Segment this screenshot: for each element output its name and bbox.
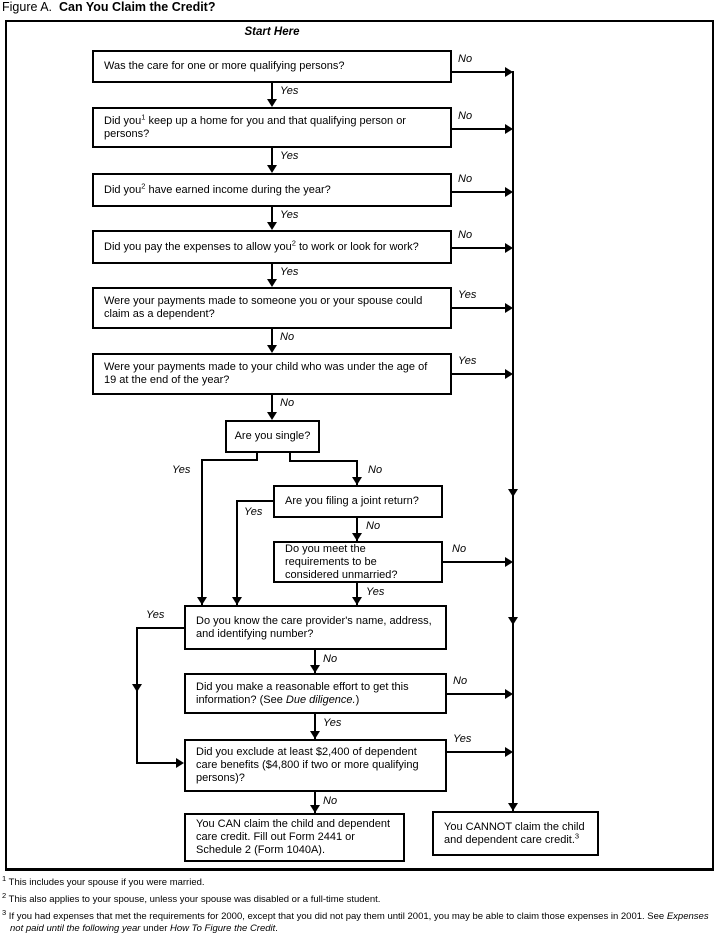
branch-label-no: No <box>458 110 473 122</box>
result-can-box <box>184 813 405 862</box>
arrowhead-down <box>352 597 362 605</box>
flow-line <box>236 500 238 605</box>
result-cannot-text-main: You CANNOT claim the child and dependent care credit. <box>444 820 585 846</box>
arrowhead-down <box>310 665 320 673</box>
start-here-label: Start Here <box>244 26 300 38</box>
q3-text <box>104 180 331 197</box>
flow-line <box>201 459 203 605</box>
q4-text-post: to work or look for work? <box>295 240 419 253</box>
branch-label-yes: Yes <box>453 733 472 745</box>
footnote-3-italic2: How To Figure the Credit <box>170 923 276 934</box>
footnote-3-italic1: Expenses not paid until the following year <box>10 911 709 934</box>
arrowhead-down <box>310 731 320 739</box>
q8-text: Are you filing a joint return? <box>285 495 419 507</box>
q4-box <box>92 230 452 264</box>
flow-line <box>136 627 186 629</box>
branch-label-yes: Yes <box>172 464 191 476</box>
arrowhead-down <box>508 617 518 625</box>
flow-line <box>271 395 273 413</box>
arrowhead-down <box>267 279 277 287</box>
branch-label-yes: Yes <box>280 209 299 221</box>
branch-label-no: No <box>452 543 467 555</box>
arrowhead-down <box>508 489 518 497</box>
q9-text: Do you meet the requirements to be considered unmarried? <box>285 542 398 581</box>
q3-text-pre: Did you <box>104 183 142 196</box>
q3-footnote-ref: 2 <box>141 180 146 190</box>
figure-title <box>2 0 216 14</box>
arrowhead-down <box>310 805 320 813</box>
flow-line <box>271 264 273 280</box>
footnote-3-marker: 3 <box>2 907 7 917</box>
footnote-3-text <box>6 911 708 934</box>
footnote-1 <box>2 873 716 889</box>
flow-line <box>447 751 505 753</box>
footnote-3 <box>2 907 716 935</box>
flow-line <box>271 83 273 100</box>
branch-label-yes: Yes <box>280 85 299 97</box>
q2-text-pre: Did you <box>104 114 142 127</box>
arrowhead-down <box>197 597 207 605</box>
cannot-flow-line <box>512 71 514 811</box>
q4-footnote-ref: 2 <box>291 237 296 247</box>
q2-text <box>104 111 440 141</box>
flow-line <box>452 71 505 73</box>
result-cannot-text <box>444 821 587 847</box>
flow-line <box>136 627 138 764</box>
q5-box <box>92 287 452 329</box>
branch-label-no: No <box>458 173 473 185</box>
footnote-3-part3: . <box>275 923 278 934</box>
footnote-3-part1: If you had expenses that met the requirements for 2000, except that you did not pay them until 2001, you may be able to claim those expenses in 2001. See <box>6 911 667 922</box>
q11-box <box>184 673 447 714</box>
branch-label-no: No <box>368 464 383 476</box>
q4-text-pre: Did you pay the expenses to allow you <box>104 240 292 253</box>
q8-box <box>273 485 443 518</box>
arrowhead-down <box>352 477 362 485</box>
arrowhead-down <box>232 597 242 605</box>
q11-text-italic: Due diligence. <box>285 693 356 706</box>
flow-line <box>236 500 275 502</box>
q11-text <box>196 681 435 707</box>
branch-label-no: No <box>366 520 381 532</box>
branch-label-no: No <box>323 795 338 807</box>
flow-line <box>271 207 273 223</box>
branch-label-no: No <box>458 53 473 65</box>
arrowhead-down <box>267 99 277 107</box>
q2-footnote-ref: 1 <box>141 111 146 121</box>
q6-text: Were your payments made to your child who was under the age of 19 at the end of the year? <box>104 361 428 386</box>
branch-label-yes: Yes <box>244 506 263 518</box>
arrowhead-down <box>352 533 362 541</box>
flow-line <box>452 373 505 375</box>
flow-line <box>447 693 505 695</box>
q7-box <box>225 420 320 453</box>
branch-label-no: No <box>323 653 338 665</box>
arrowhead-down <box>132 684 142 692</box>
branch-label-yes: Yes <box>323 717 342 729</box>
branch-label-no: No <box>280 397 295 409</box>
branch-label-yes: Yes <box>366 586 385 598</box>
arrowhead-down <box>267 165 277 173</box>
q6-box <box>92 353 452 395</box>
q10-text: Do you know the care provider's name, address, and identifying number? <box>196 614 432 640</box>
arrowhead-right <box>176 758 184 768</box>
q3-text-post: have earned income during the year? <box>145 183 331 196</box>
branch-label-yes: Yes <box>280 266 299 278</box>
flow-line <box>136 762 176 764</box>
arrowhead-down <box>267 412 277 420</box>
flow-line <box>452 247 505 249</box>
q2-text-post: keep up a home for you and that qualifying person or persons? <box>104 114 406 140</box>
q12-text: Did you exclude at least $2,400 of dependent care benefits ($4,800 if two or more qualifying persons)? <box>196 746 419 784</box>
branch-label-yes: Yes <box>458 355 477 367</box>
branch-label-yes: Yes <box>146 609 165 621</box>
q11-text-pre: Did you make a reasonable effort to get this information? (See <box>196 680 409 706</box>
q2-box <box>92 107 452 148</box>
q12-box <box>184 739 447 792</box>
flow-line <box>271 148 273 166</box>
flow-line <box>452 307 505 309</box>
result-cannot-footnote-ref: 3 <box>574 830 580 840</box>
figure-label: Figure A. <box>2 0 53 14</box>
flow-line <box>452 128 505 130</box>
footnote-1-text: This includes your spouse if you were married. <box>6 877 205 888</box>
arrowhead-down <box>267 345 277 353</box>
footnote-1-marker: 1 <box>2 873 7 883</box>
q5-text: Were your payments made to someone you or your spouse could claim as a dependent? <box>104 295 423 320</box>
q11-text-post: ) <box>355 693 360 706</box>
q7-text: Are you single? <box>234 430 311 442</box>
footnote-3-part2: under <box>140 923 171 934</box>
q4-text <box>104 237 419 254</box>
footnote-2-text: This also applies to your spouse, unless your spouse was disabled or a full-time student. <box>6 894 381 905</box>
result-cannot-box <box>432 811 599 856</box>
q9-box <box>273 541 443 583</box>
flow-line <box>443 561 505 563</box>
flow-line <box>452 191 505 193</box>
q1-box <box>92 50 452 83</box>
footnote-2-marker: 2 <box>2 890 7 900</box>
figure-heading: Can You Claim the Credit? <box>58 0 216 14</box>
flow-line <box>201 459 258 461</box>
q10-box <box>184 605 447 650</box>
footnote-2 <box>2 890 716 906</box>
q1-text: Was the care for one or more qualifying persons? <box>104 60 345 72</box>
flow-line <box>289 460 358 462</box>
branch-label-yes: Yes <box>280 150 299 162</box>
branch-label-no: No <box>458 229 473 241</box>
arrowhead-down <box>508 803 518 811</box>
flow-line <box>271 329 273 346</box>
arrowhead-down <box>267 222 277 230</box>
branch-label-yes: Yes <box>458 289 477 301</box>
branch-label-no: No <box>453 675 468 687</box>
result-can-text: You CAN claim the child and dependent care credit. Fill out Form 2441 or Schedule 2 (Form 1040A). <box>196 818 391 856</box>
branch-label-no: No <box>280 331 295 343</box>
q3-box <box>92 173 452 207</box>
